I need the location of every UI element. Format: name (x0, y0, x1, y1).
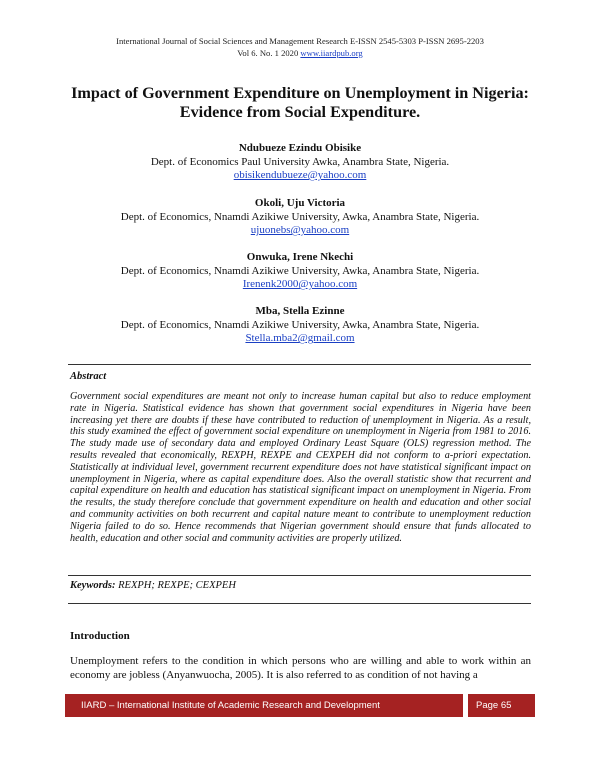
paper-title (40, 84, 560, 122)
introduction-text: Unemployment refers to the condition in which persons who are willing and able to work within an economy are jobless (Anyanwuocha, 2005). It is also referred to as condition of not having a (70, 655, 531, 681)
abstract-heading: Abstract (70, 371, 107, 382)
paper-title-line2: Evidence from Social Expenditure. (179, 103, 421, 121)
author-block (0, 251, 600, 292)
author-name: Mba, Stella Ezinne (255, 305, 345, 317)
author-email-link[interactable]: ujuonebs@yahoo.com (250, 224, 350, 237)
author-block (0, 305, 600, 346)
journal-header-line1: International Journal of Social Sciences and Management Research E-ISSN 2545-5303 P-ISSN 2695-2203 (116, 36, 484, 46)
abstract-bottom-divider (68, 575, 531, 576)
journal-url-link[interactable]: www.iiardpub.org (300, 48, 363, 58)
footer-institute-bar: IIARD – International Institute of Academic Research and Development (65, 694, 463, 717)
author-name: Onwuka, Irene Nkechi (246, 251, 354, 263)
author-block (0, 142, 600, 183)
abstract-top-divider (68, 364, 531, 365)
journal-header (0, 35, 600, 59)
introduction-heading: Introduction (70, 630, 130, 642)
author-block (0, 197, 600, 238)
author-email-link[interactable]: obisikendubueze@yahoo.com (233, 169, 367, 182)
author-email-link[interactable]: Stella.mba2@gmail.com (245, 332, 355, 345)
journal-volume: Vol 6. No. 1 2020 (237, 48, 301, 58)
footer-page-number: Page 65 (468, 694, 535, 717)
author-name: Ndubueze Ezindu Obisike (238, 142, 362, 154)
author-affiliation: Dept. of Economics Paul University Awka, Anambra State, Nigeria. (150, 155, 450, 168)
author-affiliation: Dept. of Economics, Nnamdi Azikiwe University, Awka, Anambra State, Nigeria. (120, 210, 480, 223)
author-name: Okoli, Uju Victoria (254, 197, 346, 209)
keywords-label: Keywords: (70, 580, 116, 591)
author-affiliation: Dept. of Economics, Nnamdi Azikiwe University, Awka, Anambra State, Nigeria. (120, 264, 480, 277)
keywords (70, 580, 236, 591)
author-affiliation: Dept. of Economics, Nnamdi Azikiwe University, Awka, Anambra State, Nigeria. (120, 318, 480, 331)
journal-header-line2 (0, 47, 600, 59)
abstract-text: Government social expenditures are meant not only to increase human capital but also to reduce employment rate in Nigeria. Statistical evidence has shown that government social expenditures in Nigeria have been increasing yet there are doubts if these have contributed to reduction of unemployment in Nigeria. As a result, this study examined the effect of government social expenditure on unemployment in Nigeria from 1981 to 2016. The study made use of secondary data and employed Ordinary Least Square (OLS) regression method. The results revealed that economically, REXPH, REXPE and CEXPEH did not conform to a-priori expectation. Statistically at individual level, government recurrent expenditure does not have statistical significant impact on unemployment in Nigeria, where as capital expenditure does. Also the overall statistic show that recurrent and capital expenditure on health and education has statistical significant impact on unemployment in Nigeria. From the results, the study therefore conclude that government expenditure on health and education and other social and community activities on both recurrent and capital nature meant to contribute to unemployment reduction Nigeria failed to do so. Hence recommends that Nigerian government should ensure that funds allocated to health, education and other social and community activities are properly utilized. (70, 391, 531, 544)
author-email-link[interactable]: Irenenk2000@yahoo.com (242, 278, 358, 291)
keywords-values: REXPH; REXPE; CEXPEH (115, 580, 236, 591)
paper-title-line1: Impact of Government Expenditure on Unemployment in Nigeria: (71, 84, 529, 102)
keywords-divider (68, 603, 531, 604)
